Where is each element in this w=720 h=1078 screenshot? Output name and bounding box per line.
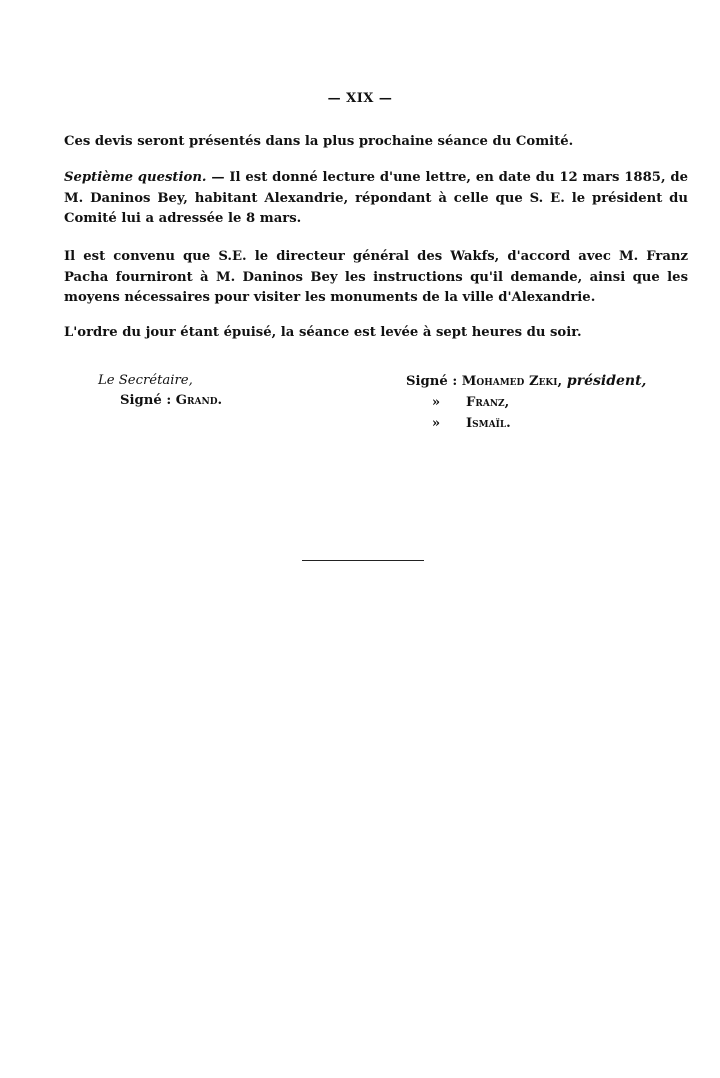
signed-label: Signé : [406, 374, 462, 389]
signature-row-president [406, 371, 646, 392]
secretary-name: Grand. [175, 393, 223, 408]
paragraph-convention: Il est convenu que S.E. le directeur général des Wakfs, d'accord avec M. Franz Pacha fourniront à M. Daninos Bey les instructions qu'il demande, ainsi que les moyens nécessaires pour visiter les monuments de la ville d'Alexandrie. [64, 249, 688, 305]
question-text: — Il est donné lecture d'une lettre, en date du 12 mars 1885, de M. Daninos Bey, habitant Alexandrie, répondant à celle que S. E. le président du Comité lui a adressée le 8 mars. [64, 170, 688, 226]
president-role: président, [562, 373, 647, 389]
member-name-franz: Franz, [466, 395, 510, 410]
president-name: Mohamed Zeki, [461, 374, 563, 389]
closing-rule [302, 560, 424, 561]
secretary-title: Le Secrétaire, [98, 373, 193, 388]
signed-label: Signé : [120, 393, 176, 408]
signature-row-franz [406, 392, 646, 413]
paragraph-closing: L'ordre du jour étant épuisé, la séance est levée à sept heures du soir. [64, 325, 582, 340]
signature-row-ismail [406, 413, 646, 434]
secretary-signed-line [98, 391, 222, 411]
secretary-signature [98, 371, 222, 411]
page-number: — XIX — [327, 91, 393, 106]
members-signatures [406, 371, 646, 434]
paragraph-septieme-question [48, 168, 688, 230]
paragraph-devis: Ces devis seront présentés dans la plus prochaine séance du Comité. [64, 134, 574, 149]
ditto-mark: » [431, 416, 441, 431]
question-heading: Septième question. [64, 170, 207, 185]
member-name-ismail: Ismaïl. [466, 416, 511, 431]
ditto-mark: » [431, 395, 441, 410]
